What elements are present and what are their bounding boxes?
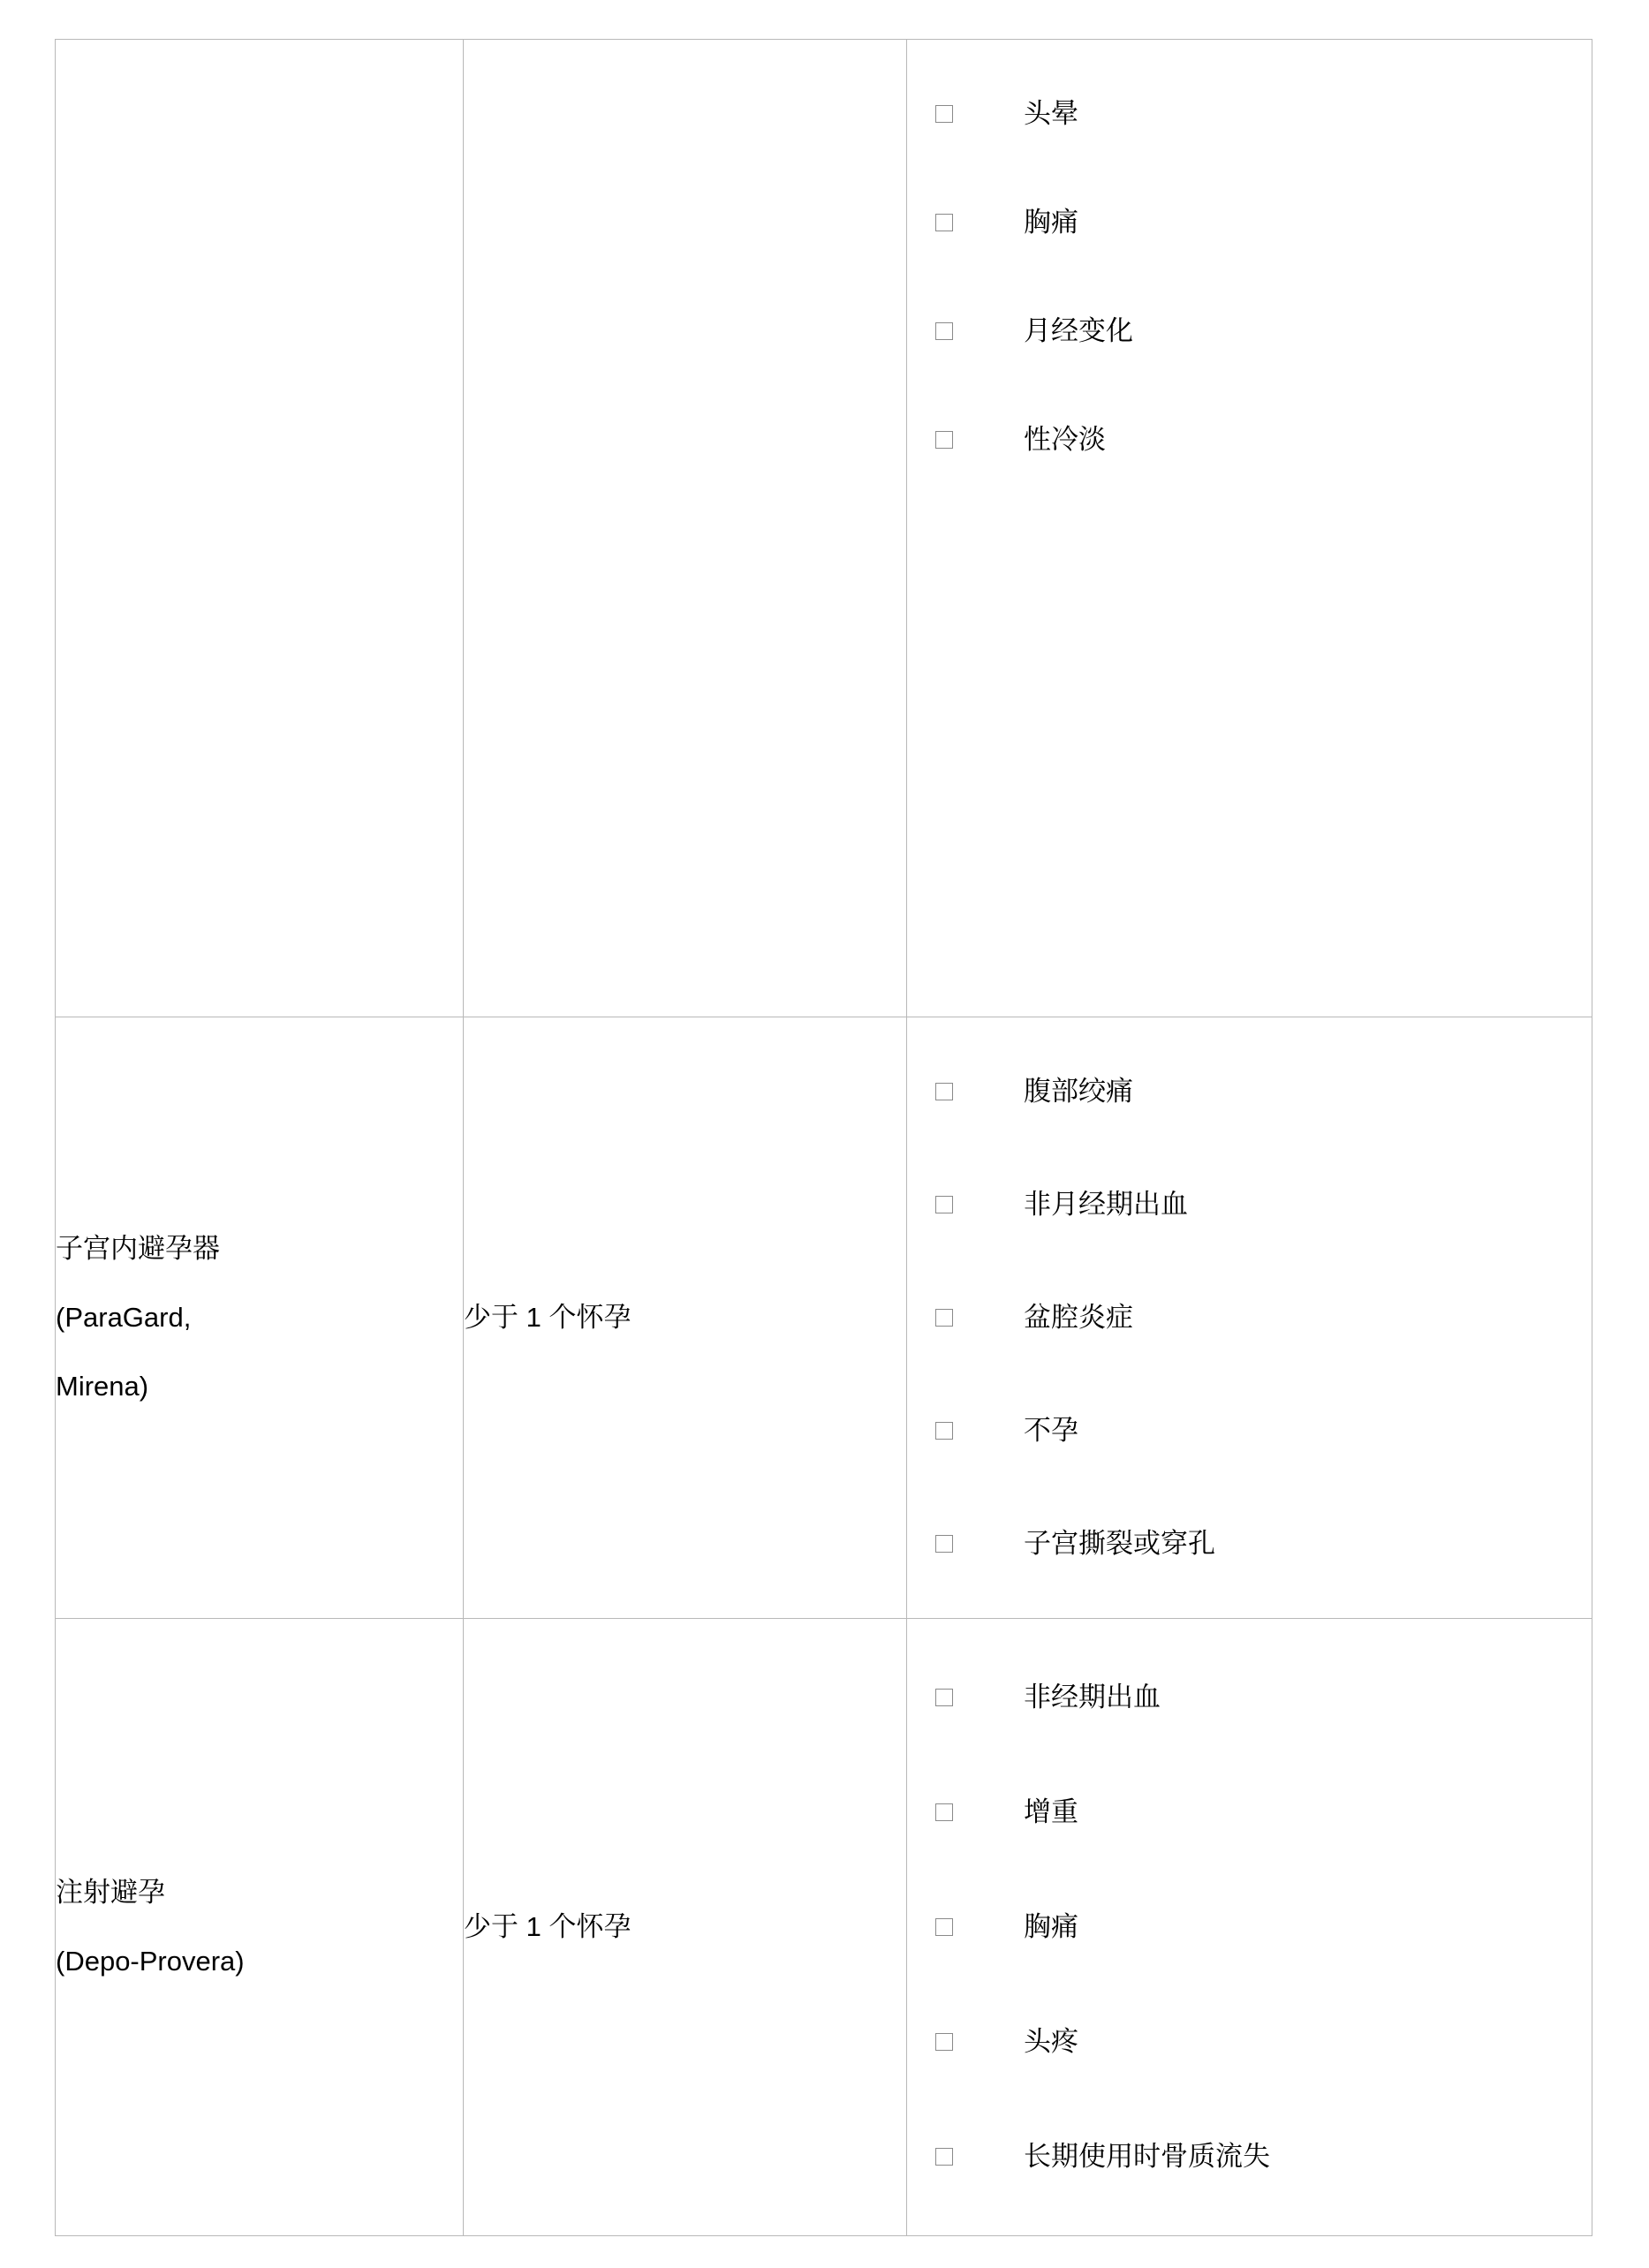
list-item — [907, 385, 1592, 494]
list-item — [907, 1035, 1592, 1148]
side-effect-label: 增重 — [1024, 1796, 1078, 1827]
checkbox-icon[interactable] — [935, 1309, 953, 1327]
list-item — [907, 1640, 1592, 1755]
effectiveness-cell — [464, 1619, 907, 2236]
side-effect-label: 月经变化 — [1024, 314, 1133, 346]
method-label: (Depo-Provera) — [56, 1946, 245, 1977]
list-item — [907, 1148, 1592, 1261]
method-label: 子宫内避孕器 — [56, 1233, 220, 1264]
effectiveness-label: 少于 1 个怀孕 — [464, 1302, 632, 1333]
side-effect-label: 不孕 — [1024, 1415, 1078, 1446]
side-effects-list — [907, 40, 1592, 494]
checkbox-icon[interactable] — [935, 2148, 953, 2166]
checkbox-icon[interactable] — [935, 1422, 953, 1440]
checkbox-icon[interactable] — [935, 214, 953, 231]
checkbox-icon[interactable] — [935, 431, 953, 449]
checkbox-icon[interactable] — [935, 1083, 953, 1100]
method-cell — [56, 40, 464, 1017]
checkbox-icon[interactable] — [935, 105, 953, 123]
checkbox-icon[interactable] — [935, 1689, 953, 1706]
checkbox-icon[interactable] — [935, 1918, 953, 1936]
method-label: (ParaGard, — [56, 1302, 192, 1333]
list-item — [907, 1755, 1592, 1870]
list-item — [907, 1487, 1592, 1600]
side-effect-label: 胸痛 — [1024, 1911, 1078, 1942]
side-effects-list — [907, 1640, 1592, 2214]
checkbox-icon[interactable] — [935, 1535, 953, 1553]
side-effects-list — [907, 1035, 1592, 1600]
list-item — [907, 1374, 1592, 1487]
effectiveness-cell — [464, 40, 907, 1017]
list-item — [907, 1261, 1592, 1374]
side-effect-label: 腹部绞痛 — [1024, 1076, 1133, 1107]
table-row — [56, 1619, 1592, 2236]
side-effect-label: 头晕 — [1024, 97, 1078, 129]
effectiveness-cell — [464, 1017, 907, 1619]
side-effects-cell — [907, 1619, 1592, 2236]
method-cell — [56, 1017, 464, 1619]
table-row — [56, 40, 1592, 1017]
method-label: Mirena) — [56, 1371, 149, 1402]
contraception-table — [55, 39, 1592, 2236]
side-effect-label: 盆腔炎症 — [1024, 1302, 1133, 1333]
list-item — [907, 2099, 1592, 2214]
checkbox-icon[interactable] — [935, 2033, 953, 2051]
list-item — [907, 1984, 1592, 2099]
method-cell — [56, 1619, 464, 2236]
checkbox-icon[interactable] — [935, 322, 953, 340]
list-item — [907, 276, 1592, 385]
side-effects-cell — [907, 40, 1592, 1017]
effectiveness-label: 少于 1 个怀孕 — [464, 1911, 632, 1942]
list-item — [907, 59, 1592, 168]
side-effect-label: 非经期出血 — [1024, 1682, 1161, 1712]
side-effect-label: 性冷淡 — [1024, 423, 1106, 455]
side-effect-label: 头疼 — [1024, 2026, 1078, 2057]
side-effects-cell — [907, 1017, 1592, 1619]
list-item — [907, 1870, 1592, 1984]
list-item — [907, 168, 1592, 276]
side-effect-label: 子宫撕裂或穿孔 — [1024, 1528, 1215, 1559]
method-label: 注射避孕 — [56, 1877, 165, 1908]
checkbox-icon[interactable] — [935, 1196, 953, 1213]
side-effect-label: 长期使用时骨质流失 — [1024, 2141, 1270, 2172]
table-row — [56, 1017, 1592, 1619]
side-effect-label: 胸痛 — [1024, 206, 1078, 238]
checkbox-icon[interactable] — [935, 1803, 953, 1821]
side-effect-label: 非月经期出血 — [1024, 1189, 1188, 1220]
